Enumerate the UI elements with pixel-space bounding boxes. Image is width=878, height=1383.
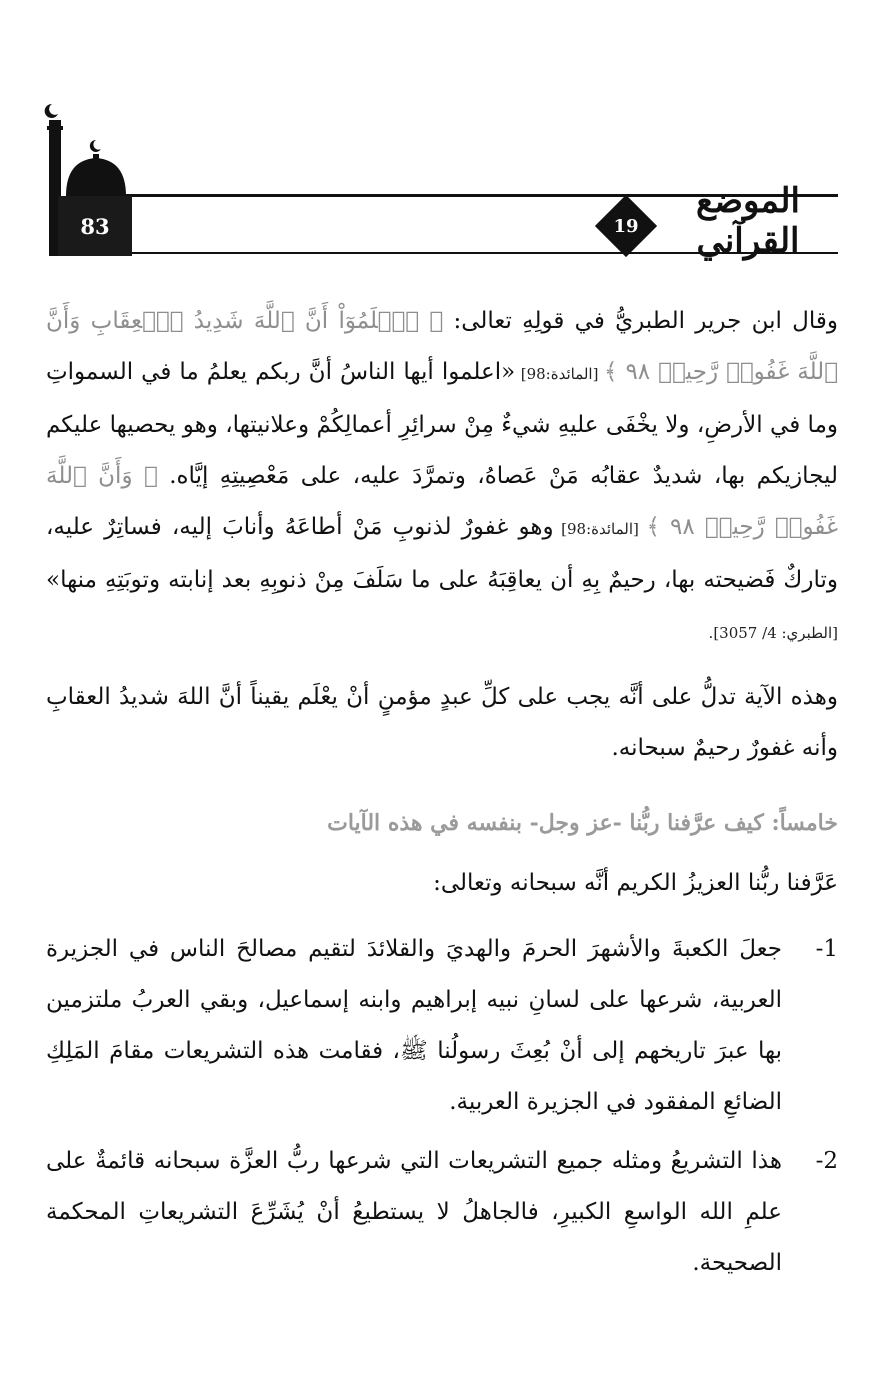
section-heading: خامساً: كيف عرَّفنا ربُّنا -عز وجل- بنفسه في هذه الآيات xyxy=(327,810,838,836)
topic-title: الموضع القرآني xyxy=(696,181,800,261)
list-item xyxy=(46,924,838,1128)
quran-verse: ﴿ وَأَنَّ ٱللَّهَ غَفُورٞ رَّحِيمٞ ٩٨ ﴾ xyxy=(46,463,839,540)
verse-reference: [المائدة:98] xyxy=(553,520,647,538)
numbered-list xyxy=(46,924,838,1297)
list-item-number: 1- xyxy=(815,936,838,962)
tafsir-quote: «اعلموا أيها الناسُ أنَّ ربكم يعلمُ ما في السمواتِ وما في الأرضِ، ولا يخْفَى عليهِ شيءٌ مِنْ سرائِرِ أعمالِكُمْ وعلانيتها، وهو يحصيها عليكم ليجازيكم بها، شديدٌ عقابُه مَنْ عَصاهُ، وتمرَّدَ عليه، على مَعْصِيتِهِ إيَّاه. xyxy=(46,359,838,489)
list-item-text: هذا التشريعُ ومثله جميع التشريعات التي شرعها ربُّ العزَّة سبحانه قائمةٌ على علمِ الله الواسعِ الكبيرِ، فالجاهلُ لا يستطيعُ أنْ يُشَرِّعَ التشريعاتِ المحكمة الصحيحة. xyxy=(46,1148,782,1276)
list-item-number: 2- xyxy=(815,1148,838,1174)
tafsir-quote: وهو غفورٌ لذنوبِ مَنْ أطاعَهُ وأنابَ إليه، فساتِرٌ عليه، وتاركٌ فَضيحته بها، رحيمٌ بِهِ أن يعاقِبَهُ على ما سَلَفَ مِنْ ذنوبِهِ بعد إنابته وتوبَتِهِ منها» xyxy=(46,514,838,593)
page-header xyxy=(0,0,878,270)
intro-line: عَرَّفنا ربُّنا العزيزُ الكريم أنَّه سبحانه وتعالى: xyxy=(433,870,838,896)
list-item xyxy=(46,1136,838,1289)
tafsir-paragraph xyxy=(46,296,838,659)
body-paragraph: وهذه الآية تدلُّ على أنَّه يجب على كلِّ عبدٍ مؤمنٍ أنْ يعْلَم يقيناً أنَّ اللهَ شديدُ العقابِ وأنه غفورٌ رحيمٌ سبحانه. xyxy=(46,684,838,761)
topic-number: 19 xyxy=(613,215,639,237)
source-reference: [الطبري: 4/ 3057]. xyxy=(708,624,838,642)
verse-reference: [المائدة:98] xyxy=(515,365,604,383)
paragraph-intro: وقال ابن جرير الطبريُّ في قولِهِ تعالى: xyxy=(443,308,838,334)
quran-verse: ﴿ ٱعۡلَمُوٓاْ أَنَّ ٱللَّهَ شَدِيدُ ٱلۡعِقَابِ وَأَنَّ ٱللَّهَ غَفُورٞ رَّحِيمٞ ٩٨ ﴾ xyxy=(46,308,838,385)
page-number: 83 xyxy=(58,196,132,256)
list-item-text: جعلَ الكعبةَ والأشهرَ الحرمَ والهديَ والقلائدَ لتقيم مصالحَ الناس في الجزيرة العربية، شرعها على لسانِ نبيه إبراهيم وابنه إسماعيل، وبقي العربُ ملتزمين بها عبرَ تاريخهم إلى أنْ بُعِثَ رسولُنا ﷺ، فقامت هذه التشريعات مقامَ المَلِكِ الضائعِ المفقود في الجزيرة العربية. xyxy=(46,936,782,1115)
